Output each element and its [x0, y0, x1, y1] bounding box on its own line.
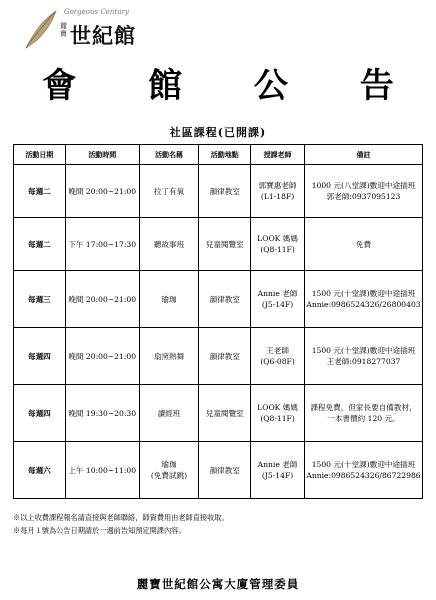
logo [22, 8, 162, 52]
table-row [14, 271, 423, 328]
header-time: 活動時間 [65, 145, 139, 165]
cell-place: 兒童閱覽室 [199, 385, 251, 442]
table-row [14, 385, 423, 442]
header-note: 備註 [304, 145, 422, 165]
cell-teacher: LOOK 媽媽 (Q8-11F) [251, 218, 305, 271]
footnotes [13, 511, 229, 537]
cell-place: 韻律教室 [199, 442, 251, 499]
cell-place: 韻律教室 [199, 165, 251, 218]
table-row [14, 328, 423, 385]
page-title: 會 館 公 告 [42, 66, 424, 106]
feather-quill-icon [22, 8, 62, 50]
cell-time: 晚間 20:00~21:00 [65, 165, 139, 218]
cell-teacher: Annie 老師 (J5-14F) [251, 442, 305, 499]
cell-note: 免費 [304, 218, 422, 271]
cell-place: 韻律教室 [199, 328, 251, 385]
cell-time: 晚間 20:00~21:00 [65, 271, 139, 328]
cell-day: 每週二 [14, 165, 66, 218]
cell-name: 聽故事班 [139, 218, 199, 271]
footnote: ※以上收費課程報名請直接與老師聯絡，師資費用由老師直接收取。 [13, 513, 229, 522]
footnote: ※每月１號為公告日期請於一週前告知預定開課內容。 [13, 526, 186, 535]
cell-time: 下午 17:00~17:30 [65, 218, 139, 271]
cell-time: 晚間 19:30~20:30 [65, 385, 139, 442]
cell-day: 每週二 [14, 218, 66, 271]
cell-note: 1500 元(十堂課)數迎中途插班 Annie:0986524326/86722986 [304, 442, 422, 499]
course-table [13, 144, 423, 499]
cell-name: 瑜珈 (免費試跳) [139, 442, 199, 499]
cell-teacher: 郭寶惠老師 (L1-18F) [251, 165, 305, 218]
header-teacher: 授課老師 [251, 145, 305, 165]
cell-teacher: Annie 老師 (J5-14F) [251, 271, 305, 328]
cell-name: 拉丁有氧 [139, 165, 199, 218]
cell-name: 扇窯熱舞 [139, 328, 199, 385]
logo-main-text: 世紀館 [70, 23, 136, 48]
cell-place: 兒童閱覽室 [199, 218, 251, 271]
cell-time: 晚間 20:00~21:00 [65, 328, 139, 385]
cell-note: 課程免費，但家長要自備教材， 一本書價約 120 元。 [304, 385, 422, 442]
table-row [14, 165, 423, 218]
cell-place: 韻律教室 [199, 271, 251, 328]
table-header-row [14, 145, 423, 165]
table-row [14, 442, 423, 499]
logo-small-text: 麗寶 [60, 22, 67, 38]
cell-day: 每週六 [14, 442, 66, 499]
cell-note: 1000 元(八堂課)數迎中途插班 郭老師:0937095123 [304, 165, 422, 218]
cell-name: 讀經班 [139, 385, 199, 442]
cell-note: 1500 元(十堂課)數迎中途插班 Annie:0986524326/26800403 [304, 271, 422, 328]
cell-day: 每週四 [14, 385, 66, 442]
organization-signature: 麗寶世紀館公寓大廈管理委員 [136, 577, 300, 591]
cell-day: 每週三 [14, 271, 66, 328]
table-row [14, 218, 423, 271]
cell-teacher: 王老師 (Q6-08F) [251, 328, 305, 385]
cell-teacher: LOOK 媽媽 (Q8-11F) [251, 385, 305, 442]
cell-time: 上午 10:00~11:00 [65, 442, 139, 499]
cell-name: 瑜珈 [139, 271, 199, 328]
logo-script-text: Gorgeous Century [64, 8, 129, 16]
header-date: 活動日期 [14, 145, 66, 165]
page-subtitle: 社區課程(已開課) [169, 126, 267, 139]
cell-note: 1500 元(十堂課)數迎中途插班 王老師:0918277037 [304, 328, 422, 385]
header-place: 活動地點 [199, 145, 251, 165]
header-name: 活動名稱 [139, 145, 199, 165]
cell-day: 每週四 [14, 328, 66, 385]
